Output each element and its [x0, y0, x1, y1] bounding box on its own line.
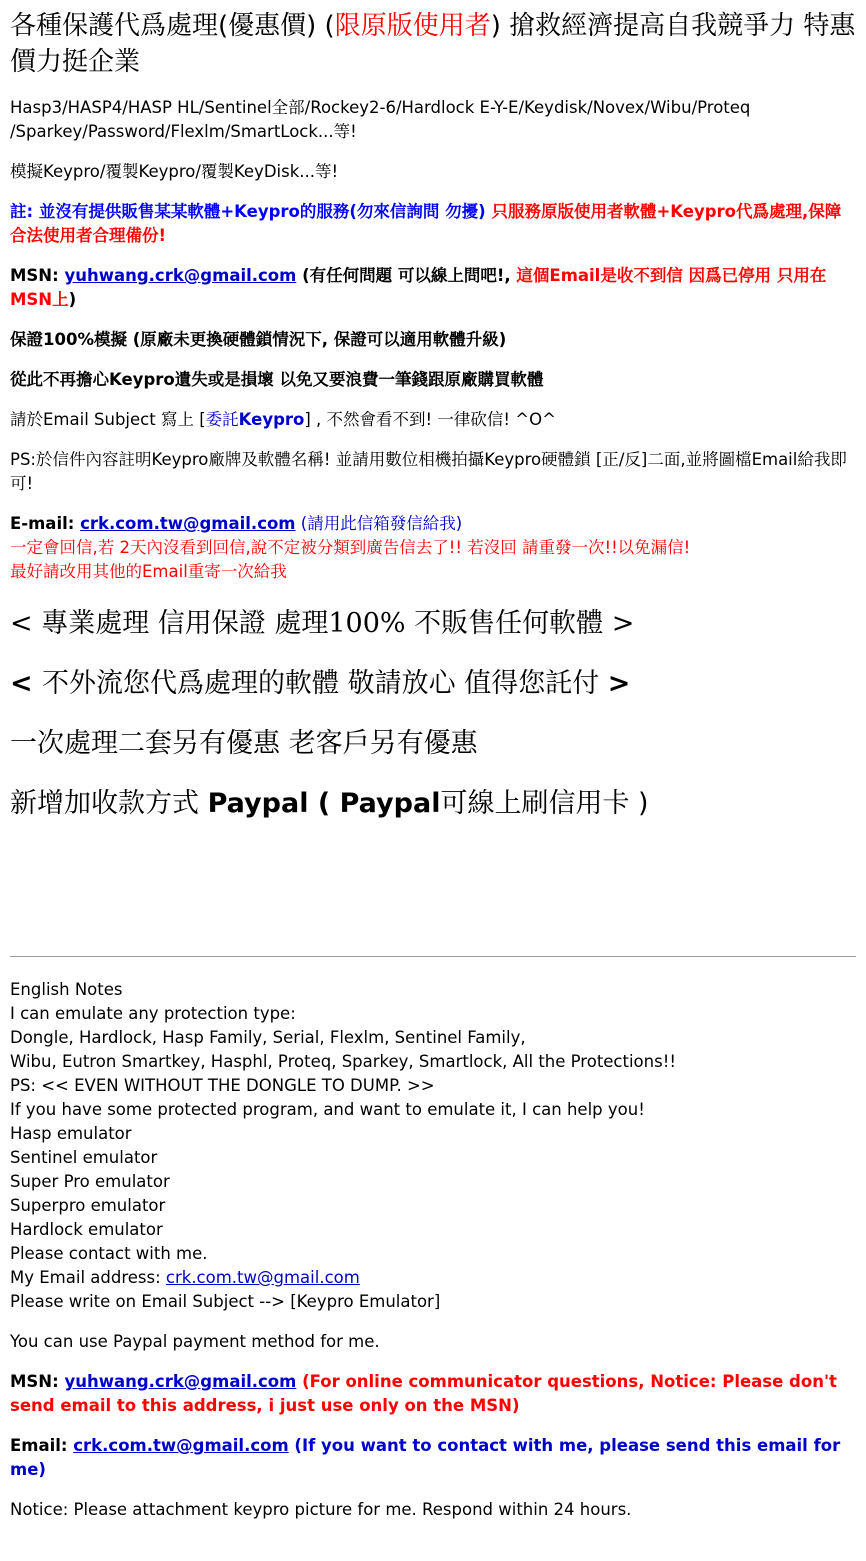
- slogan-discount: 一次處理二套另有優惠 老客戶另有優惠: [10, 728, 478, 759]
- english-line: English Notes: [10, 980, 123, 999]
- msn-email-link[interactable]: yuhwang.crk@gmail.com: [64, 266, 297, 285]
- english-line: PS: << EVEN WITHOUT THE DONGLE TO DUMP. >>: [10, 1076, 435, 1095]
- email-warning-1: 一定會回信,若 2天內沒看到回信,說不定被分類到廣告信去了!! 若沒回 請重發一次!!以免漏信!: [10, 538, 691, 557]
- subject-line-en: Please write on Email Subject --> [Keypro Emulator]: [10, 1292, 441, 1311]
- service-note: [10, 200, 856, 248]
- english-line: Super Pro emulator: [10, 1172, 170, 1191]
- title-part-3: ) 搶救經濟提高自我競爭力 特惠價力挺企業: [10, 11, 856, 77]
- supported-protections: Hasp3/HASP4/HASP HL/Sentinel全部/Rockey2-6/Hardlock E-Y-E/Keydisk/Novex/Wibu/Proteq /Sparkey/Password/Flexlm/SmartLock...等!: [10, 98, 751, 141]
- subject-keyword: 委託: [205, 410, 239, 429]
- email-warning-2: 最好請改用其他的Email重寄一次給我: [10, 562, 287, 581]
- section-divider: [10, 956, 856, 957]
- my-email-link[interactable]: crk.com.tw@gmail.com: [165, 1268, 360, 1287]
- email-en-note: (If you want to contact with me, please send this email for me): [10, 1436, 841, 1479]
- subject-text-a: 請於Email Subject 寫上 [: [10, 410, 206, 429]
- my-email-label: My Email address:: [10, 1268, 166, 1287]
- msn-warning: 這個Email是收不到信 因爲已停用 只用在MSN上: [10, 266, 827, 309]
- slogan-confidential: [10, 666, 856, 702]
- subject-instruction-zh: [10, 408, 856, 432]
- slogan-paypal: [10, 786, 856, 822]
- service-note-red: 只服務原版使用者軟體+Keypro代爲處理,保障合法使用者合理備份!: [10, 202, 842, 245]
- title-part-1: 各種保護代爲處理(優惠價) (: [10, 11, 335, 41]
- slogan-lt: <: [10, 668, 43, 699]
- guarantee-text: 保證100%模擬 (原廠未更換硬體鎖情況下, 保證可以適用軟體升級): [10, 330, 507, 349]
- notice-en: Notice: Please attachment keypro picture for me. Respond within 24 hours.: [10, 1500, 632, 1519]
- english-line: Wibu, Eutron Smartkey, Hasphl, Proteq, Sparkey, Smartlock, All the Protections!!: [10, 1052, 676, 1071]
- msn-en-email-link[interactable]: yuhwang.crk@gmail.com: [64, 1372, 297, 1391]
- no-worry-text: 從此不再擔心Keypro遺失或是損壞 以免又要浪費一筆錢跟原廠購買軟體: [10, 370, 544, 389]
- english-line: Sentinel emulator: [10, 1148, 158, 1167]
- slogan-gt: >: [607, 668, 631, 699]
- subject-text-d: ] , 不然會看不到! 一律砍信! ^O^: [304, 410, 556, 429]
- english-notes-list: [10, 978, 856, 1314]
- msn-note: (有任何問題 可以線上問吧!,: [296, 266, 517, 285]
- paypal-en: You can use Paypal payment method for me.: [10, 1332, 380, 1351]
- english-section: [10, 978, 856, 1538]
- email-contact-en: [10, 1434, 856, 1482]
- email-note: (請用此信箱發信給我): [295, 514, 463, 533]
- slogan-text: 不外流您代爲處理的軟體 敬請放心 值得您託付: [42, 668, 608, 699]
- service-note-blue: 註: 並沒有提供販售某某軟體+Keypro的服務(勿來信詢問 勿擾): [10, 202, 492, 221]
- english-line: Please contact with me.: [10, 1244, 208, 1263]
- english-line: I can emulate any protection type:: [10, 1004, 296, 1023]
- slogan-professional: < 專業處理 信用保證 處理100% 不販售任何軟體 >: [10, 608, 635, 639]
- msn-en-note: (For online communicator questions, Notice: Please don't send email to this address, i just use only on the MSN): [10, 1372, 837, 1415]
- msn-close: ): [68, 290, 77, 309]
- emulation-types: 模擬Keypro/覆製Keypro/覆製KeyDisk...等!: [10, 162, 339, 181]
- msn-label: MSN:: [10, 266, 65, 285]
- subject-keypro: Keypro: [238, 410, 305, 429]
- my-email-line: [10, 1266, 856, 1290]
- email-label: E-mail:: [10, 514, 81, 533]
- msn-contact-zh: [10, 264, 856, 312]
- english-line: Hardlock emulator: [10, 1220, 163, 1239]
- english-line: Dongle, Hardlock, Hasp Family, Serial, Flexlm, Sentinel Family,: [10, 1028, 526, 1047]
- page-title: [10, 8, 856, 80]
- msn-contact-en: [10, 1370, 856, 1418]
- msn-en-label: MSN:: [10, 1372, 65, 1391]
- english-line: Superpro emulator: [10, 1196, 166, 1215]
- email-link[interactable]: crk.com.tw@gmail.com: [80, 514, 296, 533]
- email-en-label: Email:: [10, 1436, 74, 1455]
- paypal-text-b: Paypal ( Paypal: [207, 788, 441, 819]
- chinese-section: [10, 8, 856, 846]
- email-en-link[interactable]: crk.com.tw@gmail.com: [73, 1436, 289, 1455]
- english-line: Hasp emulator: [10, 1124, 132, 1143]
- email-contact-zh: [10, 512, 856, 584]
- paypal-text-a: 新增加收款方式: [10, 788, 208, 819]
- paypal-text-c: 可線上刷信用卡 ): [440, 788, 649, 819]
- english-line: If you have some protected program, and want to emulate it, I can help you!: [10, 1100, 645, 1119]
- ps-instruction-zh: PS:於信件內容註明Keypro廠牌及軟體名稱! 並請用數位相機拍攝Keypro硬體鎖 [正/反]二面,並將圖檔Email給我即可!: [10, 450, 847, 493]
- title-highlight: 限原版使用者: [334, 11, 491, 41]
